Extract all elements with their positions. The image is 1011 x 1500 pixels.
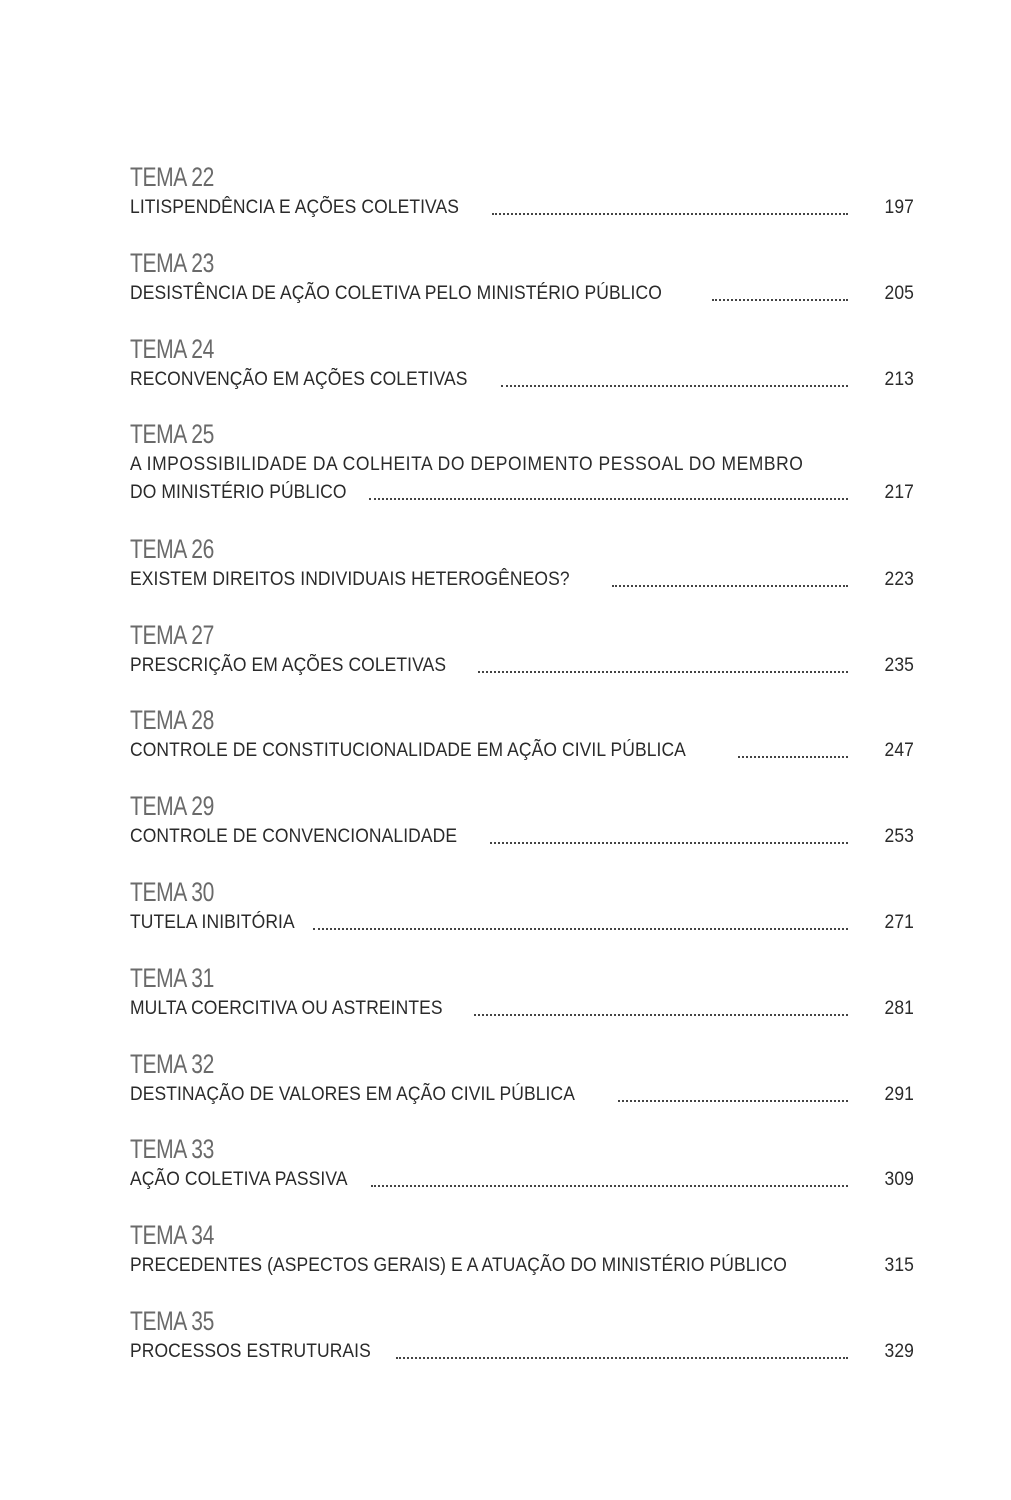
page-number: 329 [884,1341,914,1363]
dot-leader [313,928,848,930]
toc-title: DO MINISTÉRIO PÚBLICO [130,482,347,504]
dot-leader [396,1357,848,1359]
page-number: 253 [884,826,914,848]
page-number: 235 [884,654,914,676]
dot-leader [369,498,848,500]
toc-entry [130,961,914,1047]
tema-heading: TEMA 26 [130,533,214,564]
page-number: 205 [884,282,914,304]
toc-title: PRECEDENTES (ASPECTOS GERAIS) E A ATUAÇÃO DO MINISTÉRIO PÚBLICO [130,1255,787,1277]
dot-leader [474,1014,848,1016]
tema-heading: TEMA 35 [130,1306,214,1337]
toc-entry [130,703,914,789]
toc-title-line1: A IMPOSSIBILIDADE DA COLHEITA DO DEPOIMENTO PESSOAL DO MEMBRO [130,454,804,476]
toc-entry [130,1304,914,1390]
dot-leader [478,671,848,673]
tema-heading: TEMA 34 [130,1220,214,1251]
toc-entry [130,789,914,875]
page-number: 281 [884,997,914,1019]
toc-row [130,566,914,594]
tema-heading: TEMA 22 [130,162,214,192]
toc-row [130,194,914,222]
toc-row [130,737,914,765]
toc-title: RECONVENÇÃO EM AÇÕES COLETIVAS [130,368,468,390]
toc-entry [130,160,914,246]
toc-row [130,280,914,308]
dot-leader [612,585,848,587]
toc-row [130,823,914,851]
toc-row [130,1166,914,1194]
tema-heading: TEMA 24 [130,333,214,364]
toc-title: PROCESSOS ESTRUTURAIS [130,1341,371,1363]
dot-leader [712,299,848,301]
tema-heading: TEMA 29 [130,791,214,822]
dot-leader [738,756,848,758]
dot-leader [490,842,848,844]
dot-leader [492,213,848,215]
toc-row [130,366,914,394]
toc-entry [130,332,914,418]
page-number: 247 [884,740,914,762]
tema-heading: TEMA 23 [130,247,214,278]
page-number: 309 [884,1169,914,1191]
toc-title: TUTELA INIBITÓRIA [130,912,295,934]
toc-row [130,1252,914,1280]
toc-title: DESTINAÇÃO DE VALORES EM AÇÃO CIVIL PÚBLICA [130,1083,575,1105]
tema-heading: TEMA 27 [130,619,214,650]
page-number: 315 [884,1255,914,1277]
tema-heading: TEMA 33 [130,1134,214,1165]
page-number: 213 [884,368,914,390]
tema-heading: TEMA 32 [130,1048,214,1079]
dot-leader [618,1100,848,1102]
toc-title: AÇÃO COLETIVA PASSIVA [130,1169,348,1191]
page-number: 271 [884,912,914,934]
toc-row [130,1081,914,1109]
tema-heading: TEMA 28 [130,705,214,736]
toc-entry [130,1047,914,1133]
toc-title: MULTA COERCITIVA OU ASTREINTES [130,997,443,1019]
toc-row [130,995,914,1023]
toc-title: PRESCRIÇÃO EM AÇÕES COLETIVAS [130,654,447,676]
toc-entry [130,875,914,961]
toc-row [130,652,914,680]
toc-title: CONTROLE DE CONSTITUCIONALIDADE EM AÇÃO CIVIL PÚBLICA [130,740,686,762]
toc-entry [130,532,914,618]
toc-title: DESISTÊNCIA DE AÇÃO COLETIVA PELO MINISTÉRIO PÚBLICO [130,282,662,304]
toc-entry [130,618,914,704]
tema-heading: TEMA 25 [130,419,214,450]
page-number: 223 [884,568,914,590]
tema-heading: TEMA 30 [130,877,214,908]
table-of-contents [130,160,914,1390]
toc-row [130,909,914,937]
toc-row [130,1338,914,1366]
page-number: 197 [884,197,914,218]
dot-leader [371,1185,848,1187]
page-number: 217 [884,482,914,504]
toc-entry [130,1132,914,1218]
toc-entry [130,1218,914,1304]
dot-leader [501,385,848,387]
toc-entry [130,246,914,332]
toc-entry [130,417,914,532]
toc-title: EXISTEM DIREITOS INDIVIDUAIS HETEROGÊNEOS? [130,568,570,590]
toc-title: LITISPENDÊNCIA E AÇÕES COLETIVAS [130,197,460,218]
tema-heading: TEMA 31 [130,962,214,993]
page-number: 291 [884,1083,914,1105]
toc-row [130,479,914,507]
toc-title: CONTROLE DE CONVENCIONALIDADE [130,826,458,848]
